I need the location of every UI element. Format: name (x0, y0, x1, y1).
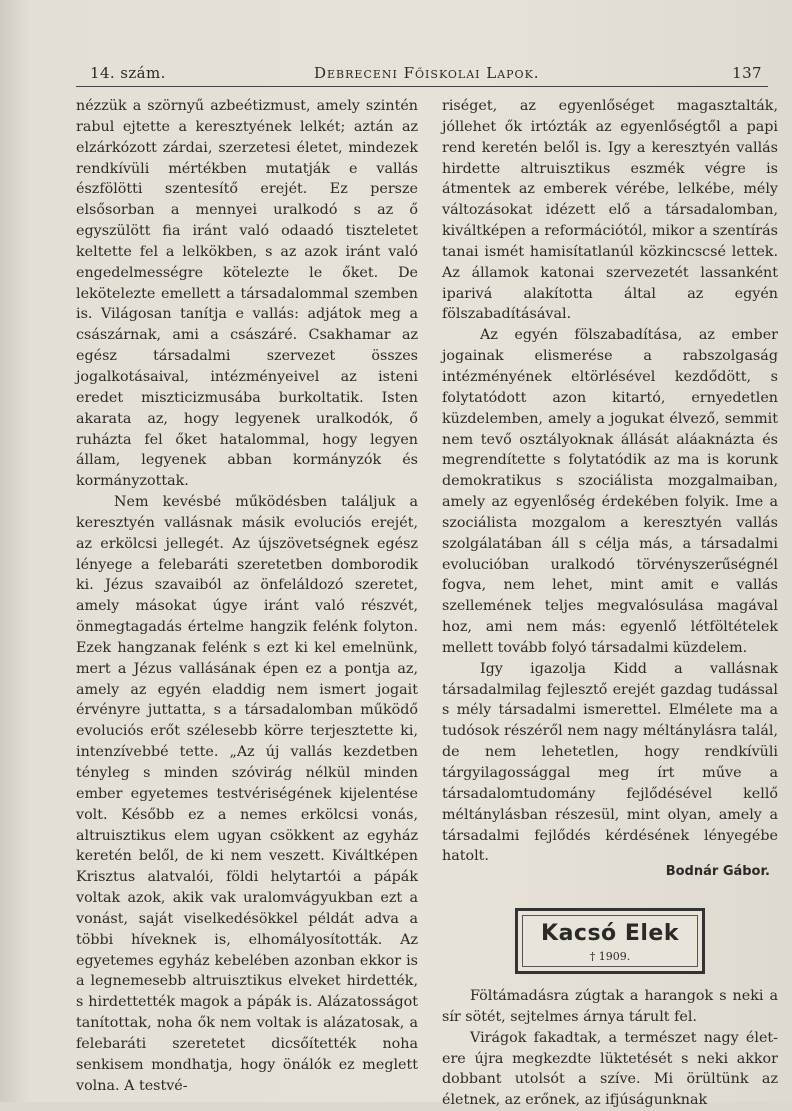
page-number: 137 (732, 64, 762, 82)
right-paragraph-3: Igy igazolja Kidd a vallásnak társadalmilag fejlesztő erejét gazdag tudással s mély társadalmi ismerettel. Elmélete ma a tudósok részéről nem nagy méltánylásra talál, de nem lehetetlen, hogy rendkívüli tárgyilagossággal meg írt műve a társadalomtudomány fejlődésével kellő méltánylásban részesül, mint olyan, amely a társadalmi fejlődés kérdésének lényegébe hatolt. (442, 660, 778, 865)
left-paragraph-1: nézzük a szörnyű azbeétizmust, amely szintén rabul ejtette a keresztyének lelkét; aztán az elzárkózott zárdai, szerzetesi életet, mindezek rendkívüli mértékben mutatják e vallás észfölötti szentesítő erejét. Ez persze elsősorban a mennyei uralkodó s az ő egyszülött fia iránt való odaadó tiszteletet keltette fel a lelkökben, s az azok iránt való engedelmességre kötelezte le őket. De lekötelezte emellett a társadalommal szemben is. Világosan tanítja e vallás: adjátok meg a császárnak, ami a császáré. Csakhamar az egész társadalmi szervezet összes jogalkotásaival, intézményeivel az isteni eredet miszticizmusába burkoltatik. Isten akarata az, hogy legyenek uralkodók, ő ruházta fel őket hatalommal, hogy legyen állam, legyenek abban kormányzók és kormányzottak. (76, 98, 418, 490)
right-column (442, 96, 778, 867)
right-paragraph-1: riséget, az egyenlőséget magasztalták, jóllehet ők irtózták az egyenlőségtől a papi rend keretén belől is. Igy a keresztyén vallás hirdette altruisztikus eszmék végre is átmentek az emberek vérébe, lelkébe, mély változásokat idézett elő a társadalomban, kiváltképen a reformációtól, mikor a szentírás tanai ismét hamisítatlanúl közkincscsé lettek. Az államok katonai szervezetét lassanként iparivá alakította által az egyén fölszabadításával. (442, 98, 778, 323)
obituary-text (442, 986, 778, 1111)
page-header (90, 64, 762, 86)
obituary-box (515, 908, 705, 974)
journal-title: Debreceni Főiskolai Lapok. (314, 64, 540, 82)
obituary-year: † 1909. (589, 950, 631, 963)
obituary-box-frame (522, 915, 698, 967)
header-rule (76, 86, 768, 87)
obituary-paragraph-2: Virágok fakadtak, a természet nagy élet-ere újra megkezdte lüktetését s neki akkor dobbant utolsót a szíve. Mi örültünk az életnek, az erőnek, az ifjúságunknak (442, 1029, 778, 1109)
obituary-paragraph-1: Föltámadásra zúgtak a harangok s neki a sír sötét, sejtelmes árnya tárult fel. (442, 988, 778, 1025)
issue-number: 14. szám. (90, 64, 166, 82)
left-column (76, 96, 418, 1097)
obituary-name: Kacsó Elek (541, 921, 679, 946)
right-paragraph-2: Az egyén fölszabadítása, az ember jogainak elismerése a rabszolgaság intézményének eltörlésével kezdődött, s folytatódott azon kitartó, ernyedetlen küzdelemben, amely a jogukat élvező, semmit nem tevő osztályoknak állását aláaknázta és megrendítette s folytatódik az ma is korunk demokratikus s szociálista mozgalmaiban, amely az egyenlőség érdekében folyik. Ime a szociálista mozgalom a keresztyén vallás szolgálatában áll s célja más, a társadalmi evolucióban uralkodó törvényszerűségnél fogva, nem lehet, mint amit e vallás szellemének teljes megvalósulása magával hoz, ami nem más: egyenlő létföltételek mellett tovább folyó társadalmi küzdelem. (442, 327, 778, 656)
author-signature: Bodnár Gábor. (665, 864, 770, 879)
left-paragraph-2: Nem kevésbé működésben találjuk a keresztyén vallásnak másik evoluciós erejét, az erkölcsi jellegét. Az újszövetségnek egész lényege a felebaráti szeretetben domborodik ki. Jézus szavaiból az önfeláldozó szeretet, amely másokat úgye iránt való részvét, önmegtagadás értelme hangzik felénk folyton. Ezek hangzanak felénk s ezt ki kel emelnünk, mert a Jézus vallásának épen ez a pontja az, amely az egyén eladdig nem ismert jogait érvényre juttatta, s a társadalomban működő evoluciós erőt szélesebb körre terjesztette ki, intenzívebbé tette. „Az új vallás kezdetben tényleg s minden szóvirág nélkül minden ember egyetemes testvériségének kijelentése volt. Később ez a nemes erkölcsi vonás, altruisztikus elem ugyan csökkent az egyház keretén belől, de ki nem veszett. Kiváltképen Krisztus alatvalói, földi helytartói a pápák voltak azok, akik vak uralomvágyukban ezt a vonást, saját viselkedésökkel példát adva a többi híveknek is, elhomályosították. Az egyetemes egyház kebelében azonban ekkor is a legnemesebb altruisztikus elveket hirdették, s hirdettették magok a pápák is. Alázatosságot tanítottak, noha ők nem voltak is alázatosak, a felebaráti szeretetet dicsőítették noha senkisem mondhatja, hogy önálók ez meglett volna. A testvé- (76, 494, 418, 1094)
